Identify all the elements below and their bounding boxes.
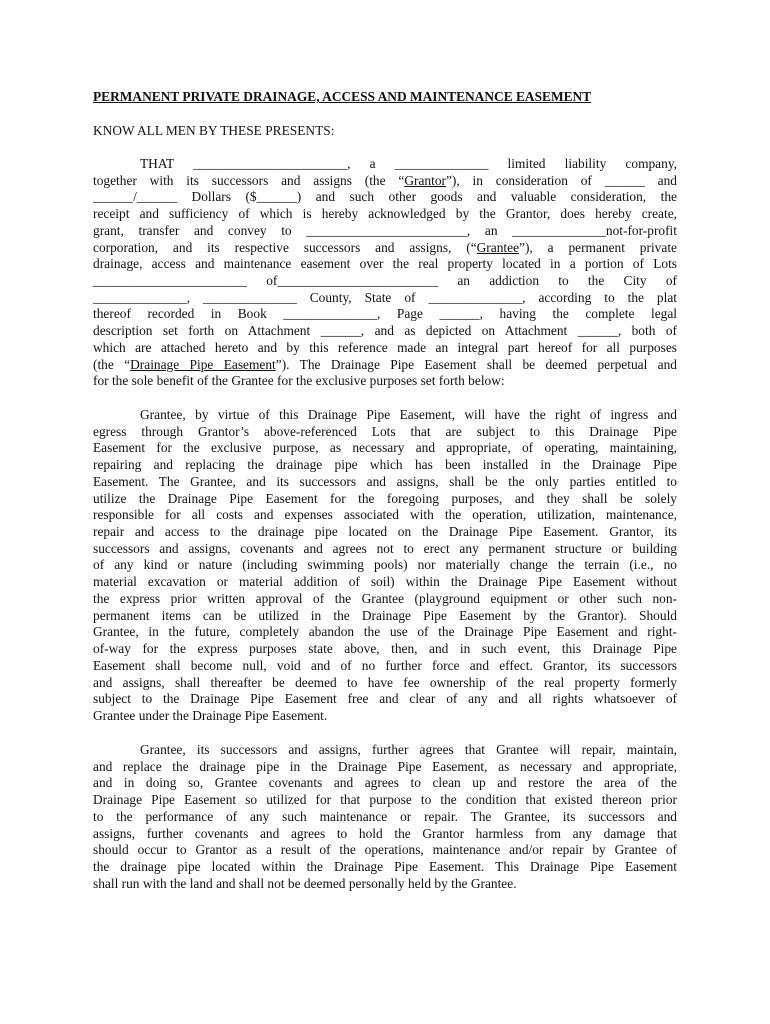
text-line: the drainage pipe located within the Drainage Pipe Easement. This Drainage Pipe Easement — [93, 859, 677, 875]
text-line: drainage, access and maintenance easement over the real property located in a portion of Lots — [93, 256, 677, 272]
text-line: receipt and sufficiency of which is hereby acknowledged by the Grantor, does hereby create, — [93, 206, 677, 222]
text-line: description set forth on Attachment ______, and as depicted on Attachment ______, both of — [93, 323, 677, 339]
text-line: and replace the drainage pipe in the Drainage Pipe Easement, as necessary and appropriate, — [93, 758, 677, 774]
text-line: material excavation or material addition of soil) within the Drainage Pipe Easement without — [93, 574, 677, 590]
text-line: and in doing so, Grantee covenants and agrees to clean up and restore the area of the — [93, 775, 677, 791]
text-line: Grantee, in the future, completely abandon the use of the Drainage Pipe Easement and right- — [93, 624, 677, 640]
text-line: Grantee, by virtue of this Drainage Pipe Easement, will have the right of ingress and — [140, 407, 677, 422]
text-line: responsible for all costs and expenses associated with the operation, utilization, maintenance, — [93, 507, 677, 523]
text-line: assigns, further covenants and agrees to hold the Grantor harmless from any damage that — [93, 825, 677, 841]
text-line: (the “Drainage Pipe Easement”). The Drainage Pipe Easement shall be deemed perpetual and — [93, 356, 677, 372]
text-line: _______________________ of________________________ an addiction to the City of — [93, 273, 677, 289]
text-line: should occur to Grantor as a result of the operations, maintenance and/or repair by Grantee of — [93, 842, 677, 858]
text-line: the express prior written approval of the Grantee (playground equipment or other such non- — [93, 590, 677, 606]
text-line: utilize the Drainage Pipe Easement for the foregoing purposes, and they shall be solely — [93, 490, 677, 506]
text-line: thereof recorded in Book ______________, Page ______, having the complete legal — [93, 306, 677, 322]
text-line: to the performance of any such maintenance or repair. The Grantee, its successors and — [93, 808, 677, 824]
text-line: ______________, ______________ County, State of ______________, according to the plat — [93, 289, 677, 305]
text-line: permanent items can be utilized in the Drainage Pipe Easement by the Grantor). Should — [93, 607, 677, 623]
text-line: Easement for the exclusive purpose, as necessary and appropriate, of operating, maintaining, — [93, 440, 677, 456]
text-line: grant, transfer and convey to ________________________, an ______________not-for-profit — [93, 222, 677, 238]
text-line: THAT _______________________, a ______________ limited liability company, — [140, 156, 677, 171]
text-line: successors and assigns, covenants and agrees not to erect any permanent structure or building — [93, 540, 677, 556]
text-line: corporation, and its respective successors and assigns, (“Grantee”), a permanent private — [93, 239, 677, 255]
text-line: subject to the Drainage Pipe Easement free and clear of any and all rights whatsoever of — [93, 691, 677, 707]
paragraph-rights — [93, 407, 677, 725]
text-line: Easement. The Grantee, and its successors and assigns, shall be the only parties entitled to — [93, 473, 677, 489]
paragraph-maintenance — [93, 742, 677, 892]
text-line: repairing and replacing the drainage pipe which has been installed in the Drainage Pipe — [93, 457, 677, 473]
text-line: for the sole benefit of the Grantee for the exclusive purposes set forth below: — [93, 373, 505, 389]
text-line: Grantee under the Drainage Pipe Easement. — [93, 707, 328, 723]
text-line: together with its successors and assigns (the “Grantor”), in consideration of ______ and — [93, 172, 678, 188]
text-line: of any kind or nature (including swimming pools) nor materially change the terrain (i.e., no — [93, 557, 677, 573]
intro-line: KNOW ALL MEN BY THESE PRESENTS: — [93, 123, 335, 138]
defined-term-drainage-pipe-easement: Drainage Pipe Easement — [130, 356, 276, 372]
text-line: shall run with the land and shall not be deemed personally held by the Grantee. — [93, 875, 517, 891]
text-line: of-way for the express purposes state above, then, and in such event, this Drainage Pipe — [93, 641, 677, 657]
text-line: Easement shall become null, void and of no further force and effect. Grantor, its successors — [93, 657, 677, 673]
text-line: which are attached hereto and by this reference made an integral part hereof for all purposes — [93, 339, 677, 355]
text-line: ______/______ Dollars ($______) and such other goods and valuable consideration, the — [93, 189, 677, 205]
defined-term-grantor: Grantor — [404, 172, 446, 188]
defined-term-grantee: Grantee — [476, 239, 520, 255]
text-line: and assigns, shall thereafter be deemed to have fee ownership of the real property formerly — [93, 674, 677, 690]
text-line: egress through Grantor’s above-referenced Lots that are subject to this Drainage Pipe — [93, 423, 677, 439]
document-title: PERMANENT PRIVATE DRAINAGE, ACCESS AND MAINTENANCE EASEMENT — [93, 89, 592, 104]
paragraph-grant — [93, 156, 677, 390]
text-line: Grantee, its successors and assigns, further agrees that Grantee will repair, maintain, — [140, 742, 677, 757]
text-line: repair and access to the drainage pipe located on the Drainage Pipe Easement. Grantor, its — [93, 524, 677, 540]
text-line: Drainage Pipe Easement so utilized for that purpose to the condition that existed thereon prior — [93, 792, 677, 808]
